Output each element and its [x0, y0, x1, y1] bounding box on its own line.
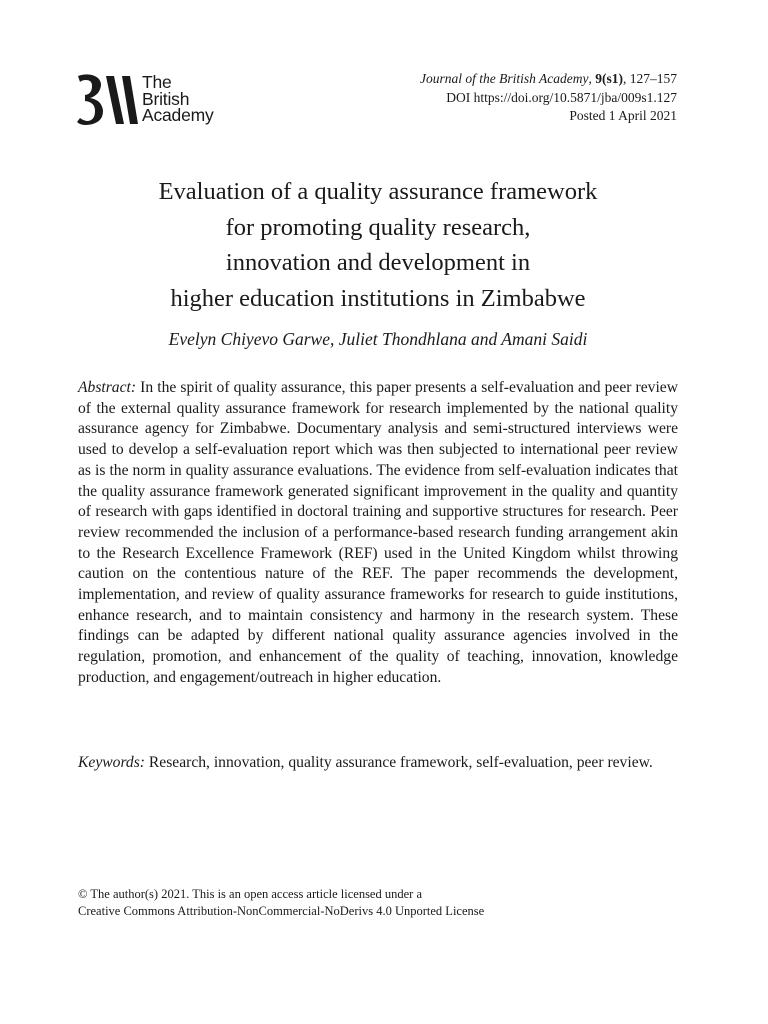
keywords-text: Research, innovation, quality assurance framework, self-evaluation, peer review. [148, 754, 653, 771]
british-academy-logo-mark-icon [76, 72, 138, 126]
keywords [78, 753, 678, 774]
license-link[interactable]: Creative Commons Attribution-NonCommercial-NoDerivs 4.0 Unported License [78, 904, 485, 918]
article-title [0, 174, 756, 316]
british-academy-wordmark [142, 74, 214, 124]
journal-doi[interactable]: DOI https://doi.org/10.5871/jba/009s1.127 [446, 89, 677, 105]
logo-word: The [142, 72, 172, 93]
journal-pages: 127–157 [629, 71, 677, 86]
keywords-label: Keywords: [78, 754, 145, 771]
british-academy-logo [76, 72, 214, 126]
logo-word: British [142, 88, 190, 109]
logo-word: Academy [142, 105, 214, 126]
title-line: higher education institutions in Zimbabwe [170, 284, 586, 312]
journal-volume: 9(s1) [595, 71, 623, 86]
journal-name: Journal of the British Academy [420, 71, 589, 86]
journal-citation [420, 70, 677, 126]
title-line: innovation and development in [225, 249, 531, 276]
journal-citation-line: Journal of the British Academy, 9(s1), 127–157 [420, 71, 677, 86]
license-line: © The author(s) 2021. This is an open access article licensed under a [78, 887, 422, 901]
license-notice [78, 886, 484, 920]
article-authors: Evelyn Chiyevo Garwe, Juliet Thondhlana and Amani Saidi [168, 329, 588, 349]
abstract-text: In the spirit of quality assurance, this paper presents a self-evaluation and peer review of the external quality assurance framework for research implemented by the national quality assurance agency for Zimbabwe. Documentary analysis and semi-structured interviews were used to develop a self-evaluation report which was then subjected to international peer review as is the norm in quality assurance evaluations. The evidence from self-evaluation indicates that the quality assurance framework generated significant improvement in the quality and quantity of research with gaps identified in doctoral training and supportive structures for research. Peer review recommended the inclusion of a performance-based research funding arrangement akin to the Research Excellence Framework (REF) used in the United Kingdom whilst throwing caution on the contentious nature of the REF. The paper recommends the development, implementation, and review of quality assurance frameworks for research to guide institutions, enhance research, and to maintain consistency and harmony in the research system. These findings can be adapted by different national quality assurance agencies involved in the regulation, promotion, and enhancement of the quality of teaching, innovation, knowledge production, and engagement/​outreach in higher education. [78, 379, 678, 686]
abstract-label: Abstract: [78, 379, 137, 396]
title-line: Evaluation of a quality assurance framework [158, 178, 598, 205]
abstract [78, 378, 678, 689]
posted-date: Posted 1 April 2021 [569, 108, 677, 123]
title-line: for promoting quality research, [225, 213, 531, 241]
